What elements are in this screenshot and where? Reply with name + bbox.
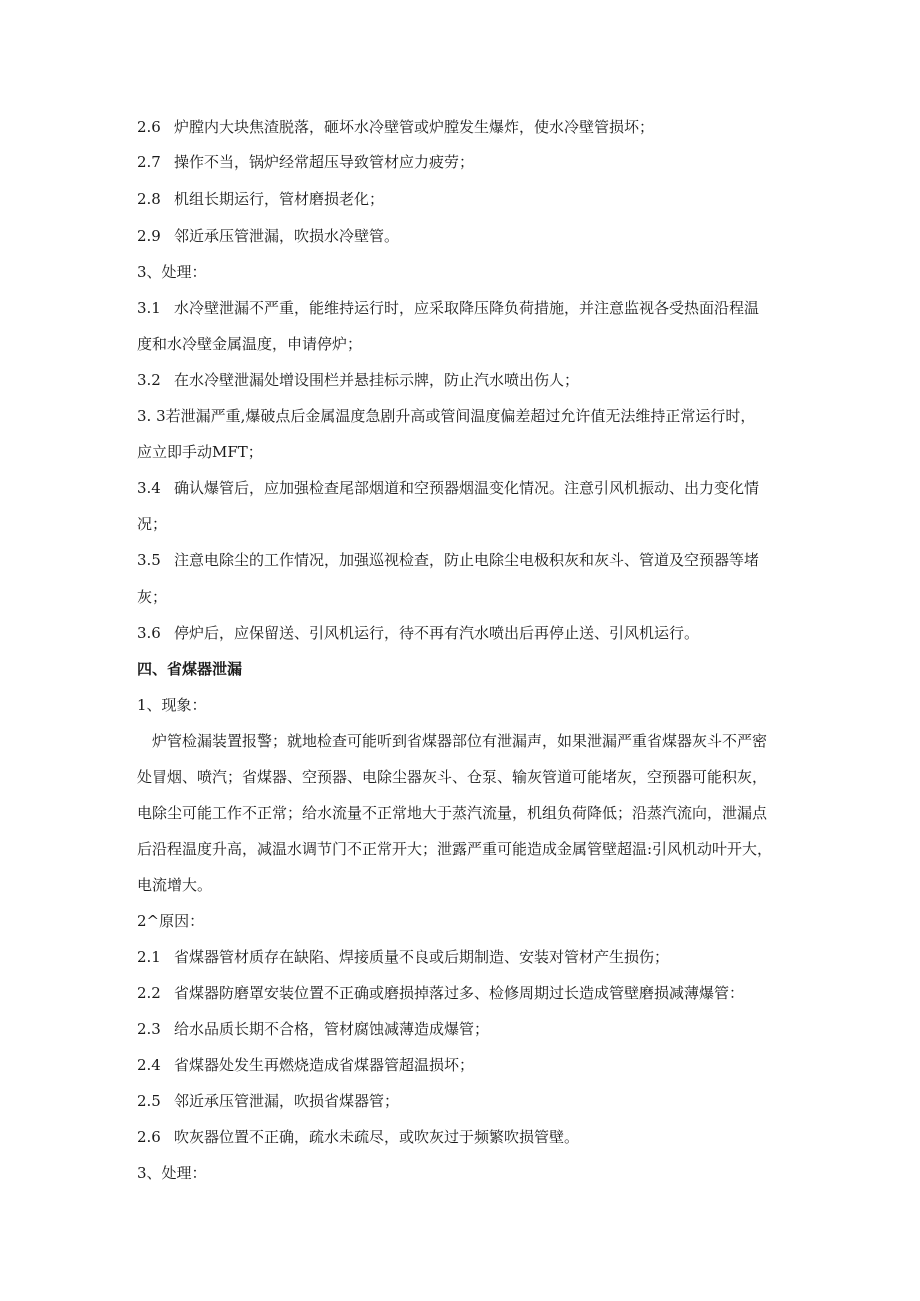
item-number: 3.2: [137, 371, 161, 389]
cause-2-2: [137, 983, 797, 1003]
item-number: 3.4: [137, 479, 161, 497]
item-text: 炉膛内大块焦渣脱落，砸坏水冷壁管或炉膛发生爆炸，使水冷壁管损坏；: [174, 118, 655, 136]
paragraph-2-8: [137, 189, 797, 209]
cause-2-6: [137, 1127, 797, 1147]
section-title-economizer-leak: 四、省煤器泄漏: [137, 660, 243, 678]
item-number: 2.5: [137, 1092, 161, 1110]
item-number: 2.8: [137, 190, 161, 208]
cause-2-3: [137, 1019, 797, 1039]
item-text: 省煤器处发生再燃烧造成省煤器管超温损坏；: [174, 1056, 475, 1074]
cause-2-5: [137, 1091, 797, 1111]
phenomena-line-4: 后沿程温度升高，减温水调节门不正常开大；泄露严重可能造成金属管壁超温:引风机动叶开大，: [137, 840, 773, 858]
item-text: 停炉后，应保留送、引风机运行，待不再有汽水喷出后再停止送、引风机运行。: [174, 624, 700, 642]
item-number: 3.5: [137, 551, 161, 569]
item-text: 邻近承压管泄漏，吹损水冷壁管。: [174, 227, 400, 245]
paragraph-3-3: 3. 3若泄漏严重,爆破点后金属温度急剧升高或管间温度偏差超过允许值无法维持正常运行时，: [137, 407, 756, 425]
paragraph-2-9: [137, 226, 797, 246]
subheading-handling-2: 3、处理：: [137, 1164, 207, 1182]
phenomena-line-1: 炉管检漏装置报警；就地检查可能听到省煤器部位有泄漏声，如果泄漏严重省煤器灰斗不严密: [152, 732, 768, 750]
item-number: 3.1: [137, 299, 161, 317]
item-text: 在水冷壁泄漏处增设围栏并悬挂标示牌，防止汽水喷出伤人；: [174, 371, 580, 389]
item-text: 吹灰器位置不正确，疏水未疏尽，或吹灰过于频繁吹损管壁。: [174, 1128, 580, 1146]
item-text: 省煤器防磨罩安装位置不正确或磨损掉落过多、检修周期过长造成管壁磨损减薄爆管：: [174, 984, 745, 1002]
item-number: 3.6: [137, 624, 161, 642]
paragraph-3-3-cont: 应立即手动MFT；: [137, 443, 263, 461]
item-text: 邻近承压管泄漏，吹损省煤器管；: [174, 1092, 400, 1110]
item-text: 操作不当，锅炉经常超压导致管材应力疲劳；: [174, 153, 475, 171]
item-number: 2.2: [137, 984, 161, 1002]
paragraph-3-1-cont: 度和水冷壁金属温度，申请停炉；: [137, 335, 363, 353]
item-text: 确认爆管后，应加强检查尾部烟道和空预器烟温变化情况。注意引风机振动、出力变化情: [174, 479, 760, 497]
section-heading-handling: 3、处理：: [137, 263, 207, 281]
item-number: 2.1: [137, 948, 161, 966]
cause-2-1: [137, 947, 797, 967]
item-number: 2.6: [137, 1128, 161, 1146]
item-number: 2.6: [137, 118, 161, 136]
paragraph-3-5: [137, 550, 797, 570]
item-text: 给水品质长期不合格，管材腐蚀减薄造成爆管；: [174, 1020, 490, 1038]
phenomena-line-3: 电除尘可能工作不正常；给水流量不正常地大于蒸汽流量，机组负荷降低；沿蒸汽流向，泄漏点: [137, 804, 768, 822]
paragraph-3-4: [137, 478, 797, 498]
paragraph-3-4-cont: 况；: [137, 515, 168, 533]
paragraph-3-2: [137, 370, 797, 390]
paragraph-3-1: [137, 298, 797, 318]
paragraph-3-6: [137, 623, 797, 643]
item-text: 注意电除尘的工作情况，加强巡视检查，防止电除尘电极积灰和灰斗、管道及空预器等堵: [174, 551, 760, 569]
paragraph-2-6: [137, 117, 797, 137]
item-text: 省煤器管材质存在缺陷、焊接质量不良或后期制造、安装对管材产生损伤；: [174, 948, 670, 966]
subheading-causes: 2^原因：: [137, 912, 205, 930]
paragraph-3-5-cont: 灰；: [137, 588, 168, 606]
item-text: 机组长期运行，管材磨损老化；: [174, 190, 385, 208]
item-number: 2.4: [137, 1056, 161, 1074]
item-number: 2.3: [137, 1020, 161, 1038]
item-text: 水冷壁泄漏不严重，能维持运行时，应采取降压降负荷措施，并注意监视各受热面沿程温: [174, 299, 760, 317]
cause-2-4: [137, 1055, 797, 1075]
phenomena-line-5: 电流增大。: [137, 876, 213, 894]
phenomena-line-2: 处冒烟、喷汽；省煤器、空预器、电除尘器灰斗、仓泵、输灰管道可能堵灰，空预器可能积灰，: [137, 768, 768, 786]
paragraph-2-7: [137, 152, 797, 172]
item-number: 2.7: [137, 153, 161, 171]
subheading-phenomena: 1、现象：: [137, 696, 207, 714]
item-number: 2.9: [137, 227, 161, 245]
